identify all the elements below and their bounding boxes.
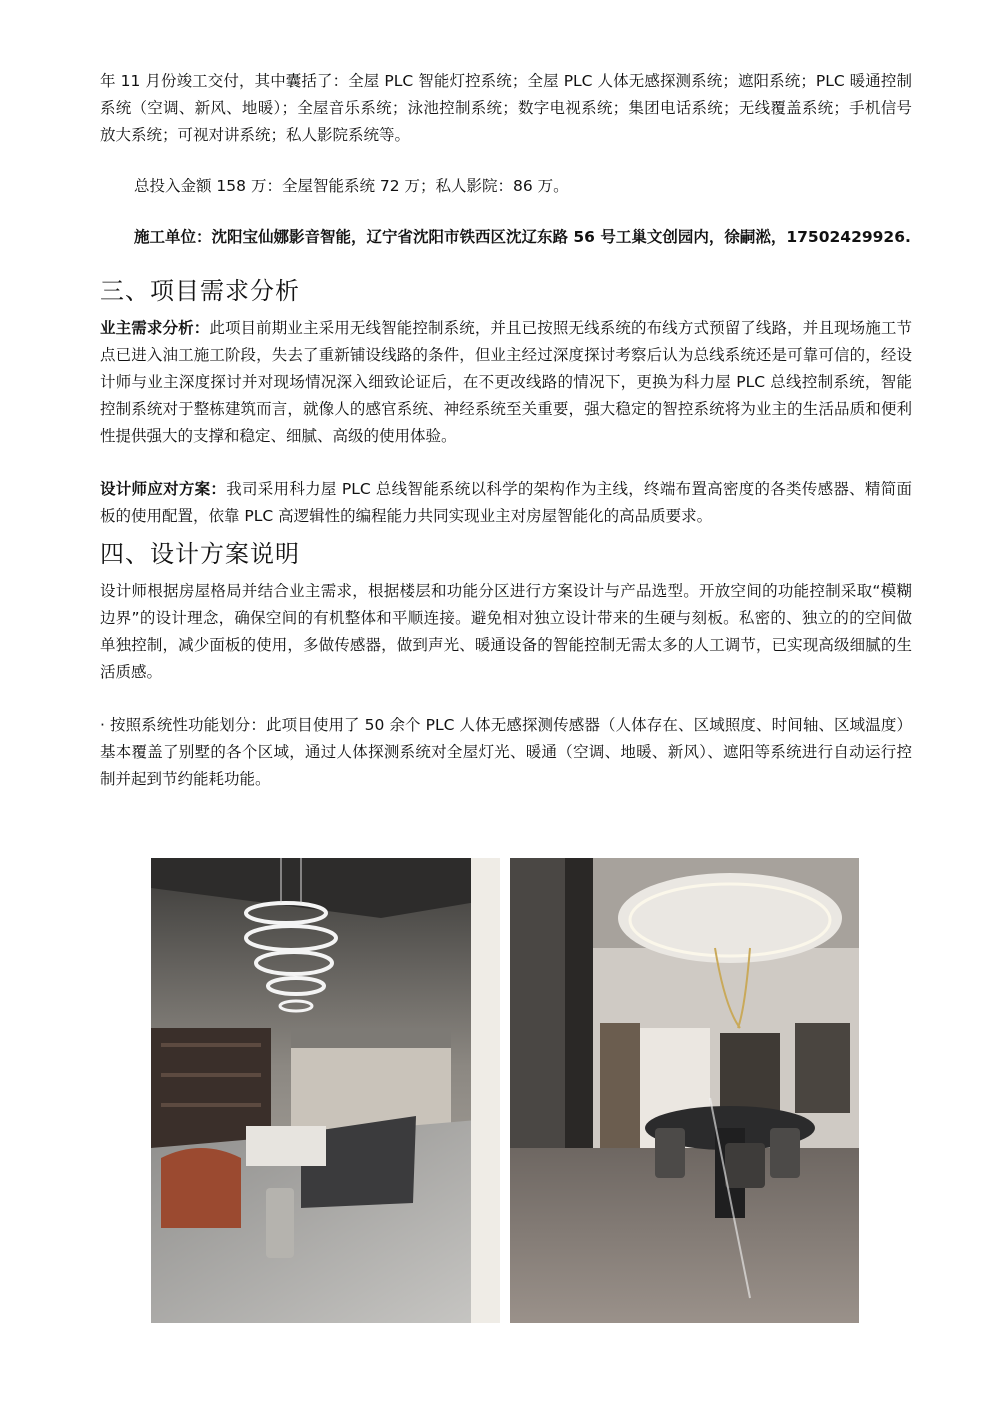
owner-needs-label: 业主需求分析： xyxy=(100,319,210,337)
document-body xyxy=(100,68,912,793)
contractor-text: 施工单位：沈阳宝仙娜影音智能，辽宁省沈阳市铁西区沈辽东路 56 号工巢文创园内，徐嗣淞，17502429926. xyxy=(134,228,911,246)
living-room-photo xyxy=(151,858,500,1323)
investment-paragraph: 总投入金额 158 万：全屋智能系统 72 万；私人影院：86 万。 xyxy=(134,177,569,195)
design-concept-paragraph: 设计师根据房屋格局并结合业主需求，根据楼层和功能分区进行方案设计与产品选型。开放空间的功能控制采取“模糊边界”的设计理念，确保空间的有机整体和平顺连接。避免相对独立设计带来的生硬与刻板。私密的、独立的的空间做单独控制，减少面板的使用，多做传感器，做到声光、暖通设备的智能控制无需太多的人工调节，已实现高级细腻的生活质感。 xyxy=(100,582,912,681)
photo-row xyxy=(151,858,859,1323)
contractor-paragraph xyxy=(100,224,912,251)
designer-plan-label: 设计师应对方案： xyxy=(100,480,227,498)
owner-needs-paragraph xyxy=(100,315,912,450)
dining-room-photo xyxy=(510,858,859,1323)
intro-paragraph: 年 11 月份竣工交付，其中囊括了：全屋 PLC 智能灯控系统；全屋 PLC 人体无感探测系统；遮阳系统；PLC 暖通控制系统（空调、新风、地暖）；全屋音乐系统；泳池控制系统；数字电视系统；集团电话系统；无线覆盖系统；手机信号放大系统；可视对讲系统；私人影院系统等。 xyxy=(100,72,912,144)
designer-plan-text: 我司采用科力屋 PLC 总线智能系统以科学的架构作为主线，终端布置高密度的各类传感器、精简面板的使用配置，依靠 PLC 高逻辑性的编程能力共同实现业主对房屋智能化的高品质要求。 xyxy=(100,480,912,525)
owner-needs-text: 此项目前期业主采用无线智能控制系统，并且已按照无线系统的布线方式预留了线路，并且现场施工节点已进入油工施工阶段，失去了重新铺设线路的条件，但业主经过深度探讨考察后认为总线系统还是可靠可信的，经设计师与业主深度探讨并对现场情况深入细致论证后，在不更改线路的情况下，更换为科力屋 PLC 总线控制系统，智能控制系统对于整栋建筑而言，就像人的感官系统、神经系统至关重要，强大稳定的智控系统将为业主的生活品质和便利性提供强大的支撑和稳定、细腻、高级的使用体验。 xyxy=(100,319,912,445)
sensor-paragraph: · 按照系统性功能划分：此项目使用了 50 余个 PLC 人体无感探测传感器（人体存在、区域照度、时间轴、区域温度）基本覆盖了别墅的各个区域，通过人体探测系统对全屋灯光、暖通（空调、地暖、新风）、遮阳等系统进行自动运行控制并起到节约能耗功能。 xyxy=(100,716,912,788)
designer-plan-paragraph xyxy=(100,476,912,530)
section3-heading: 三、项目需求分析 xyxy=(100,277,300,305)
section4-heading: 四、设计方案说明 xyxy=(100,540,300,568)
